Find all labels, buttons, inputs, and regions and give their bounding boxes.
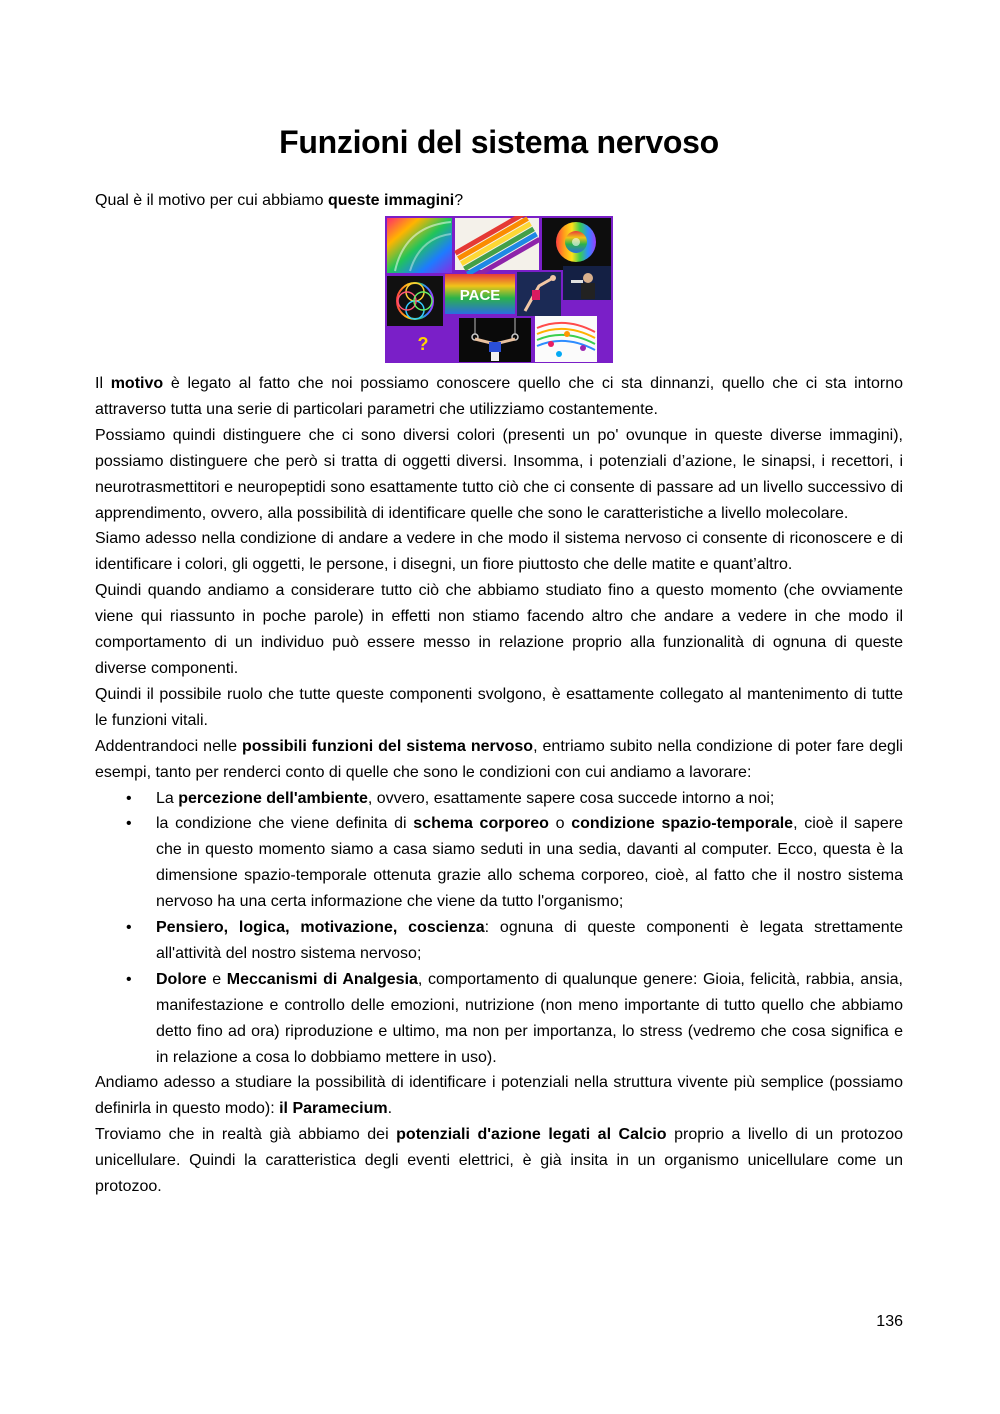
music-notes-image bbox=[535, 316, 597, 362]
list-item: • la condizione che viene definita di schema corporeo o condizione spazio-temporale, cioè il sapere che in questo momento siamo a casa siamo seduti in una sedia, davanti al computer. Ecco, questa è la dimensione spazio-temporale ottenuta grazie allo schema corporeo, cioè, al fatto che il nostro sistema nervoso ha una certa informazione che viene da tutto l'organismo; bbox=[156, 811, 903, 915]
rose-image bbox=[542, 218, 611, 270]
flower-of-life-image bbox=[387, 276, 443, 326]
intro-bold: queste immagini bbox=[328, 192, 455, 209]
document-body bbox=[95, 371, 903, 1200]
peace-word: PACE bbox=[459, 287, 501, 304]
intro-text-end: ? bbox=[454, 192, 464, 209]
bullet-glyph: • bbox=[126, 789, 132, 807]
bullet-glyph: • bbox=[126, 919, 132, 937]
paragraph-3: Siamo adesso nella condizione di andare a vedere in che modo il sistema nervoso ci consente di riconoscere e di identificare i colori, gli oggetti, le persone, i disegni, un fiore piuttosto che delle matite e quant’altro. bbox=[95, 530, 903, 574]
functions-list bbox=[95, 786, 903, 1071]
collage-graphic bbox=[385, 216, 613, 363]
paragraph-1: Il motivo è legato al fatto che noi possiamo conoscere quello che ci sta dinnanzi, quello che ci sta intorno attraverso tutta una serie di particolari parametri che utilizziamo costantemente. bbox=[95, 375, 903, 418]
list-item: • Dolore e Meccanismi di Analgesia, comportamento di qualunque genere: Gioia, felicità, rabbia, ansia, manifestazione e controllo delle emozioni, nutrizione (non meno importante di tutto quello che abbiamo detto fino ad ora) riproduzione e ultimo, ma non per importanza, lo stress (vedremo che cosa significa e in relazione a cosa lo dobbiamo mettere in uso). bbox=[156, 967, 903, 1071]
page-number: 136 bbox=[876, 1313, 903, 1330]
paragraph-5: Quindi il possibile ruolo che tutte queste componenti svolgono, è esattamente collegato al mantenimento di tutte le funzioni vitali. bbox=[95, 685, 903, 729]
paragraph-7: Andiamo adesso a studiare la possibilità di identificare i potenziali nella struttura vivente più semplice (possiamo definirla in questo modo): il Paramecium. bbox=[95, 1074, 903, 1118]
list-item: • Pensiero, logica, motivazione, coscienza: ognuna di queste componenti è legata strettamente all'attività del nostro sistema nervoso; bbox=[156, 915, 903, 967]
paragraph-4: Quindi quando andiamo a considerare tutto ciò che abbiamo studiato fino a questo momento (che ovviamente viene qui riassunto in poche parole) in effetti non stiamo facendo altro che andare a vedere in che modo il comportamento di un individuo può essere messo in relazione proprio alla funzionalità di ognuna di queste diverse componenti. bbox=[95, 582, 903, 677]
musician-image bbox=[563, 266, 611, 300]
images-collage bbox=[385, 216, 613, 363]
question-mark-glyph: ? bbox=[417, 334, 429, 354]
paragraph-2: Possiamo quindi distinguere che ci sono diversi colori (presenti un po' ovunque in queste diverse immagini), possiamo distinguere che però si tratta di oggetti diversi. Insomma, i potenziali d’azione, le sinapsi, i recettori, i neurotrasmettitori e neuropeptidi sono esattamente tutto ciò che ci consente di passare ad un livello successivo di apprendimento, ovvero, alla possibilità di identificare quelle che sono le caratteristiche a livello molecolare. bbox=[95, 426, 903, 522]
page-title: Funzioni del sistema nervoso bbox=[279, 124, 719, 160]
bullet-glyph: • bbox=[126, 815, 132, 833]
paragraph-6: Addentrandoci nelle possibili funzioni del sistema nervoso, entriamo subito nella condizione di poter fare degli esempi, tanto per renderci conto di quelle che sono le condizioni con cui andiamo a lavorare: bbox=[95, 737, 903, 781]
list-item: • La percezione dell'ambiente, ovvero, esattamente sapere cosa succede intorno a noi; bbox=[156, 786, 903, 812]
peace-flag-image bbox=[445, 274, 515, 314]
intro-question bbox=[95, 189, 463, 213]
rings-athlete-image bbox=[459, 318, 531, 362]
pencils-image bbox=[454, 216, 541, 281]
gymnast-image bbox=[517, 272, 561, 316]
bullet-glyph: • bbox=[126, 970, 132, 988]
intro-text: Qual è il motivo per cui abbiamo bbox=[95, 192, 328, 209]
paragraph-8: Troviamo che in realtà già abbiamo dei potenziali d'azione legati al Calcio proprio a livello di un protozoo unicellulare. Quindi la caratteristica degli eventi elettrici, è già insita in un organismo unicellulare come un protozoo. bbox=[95, 1126, 903, 1196]
